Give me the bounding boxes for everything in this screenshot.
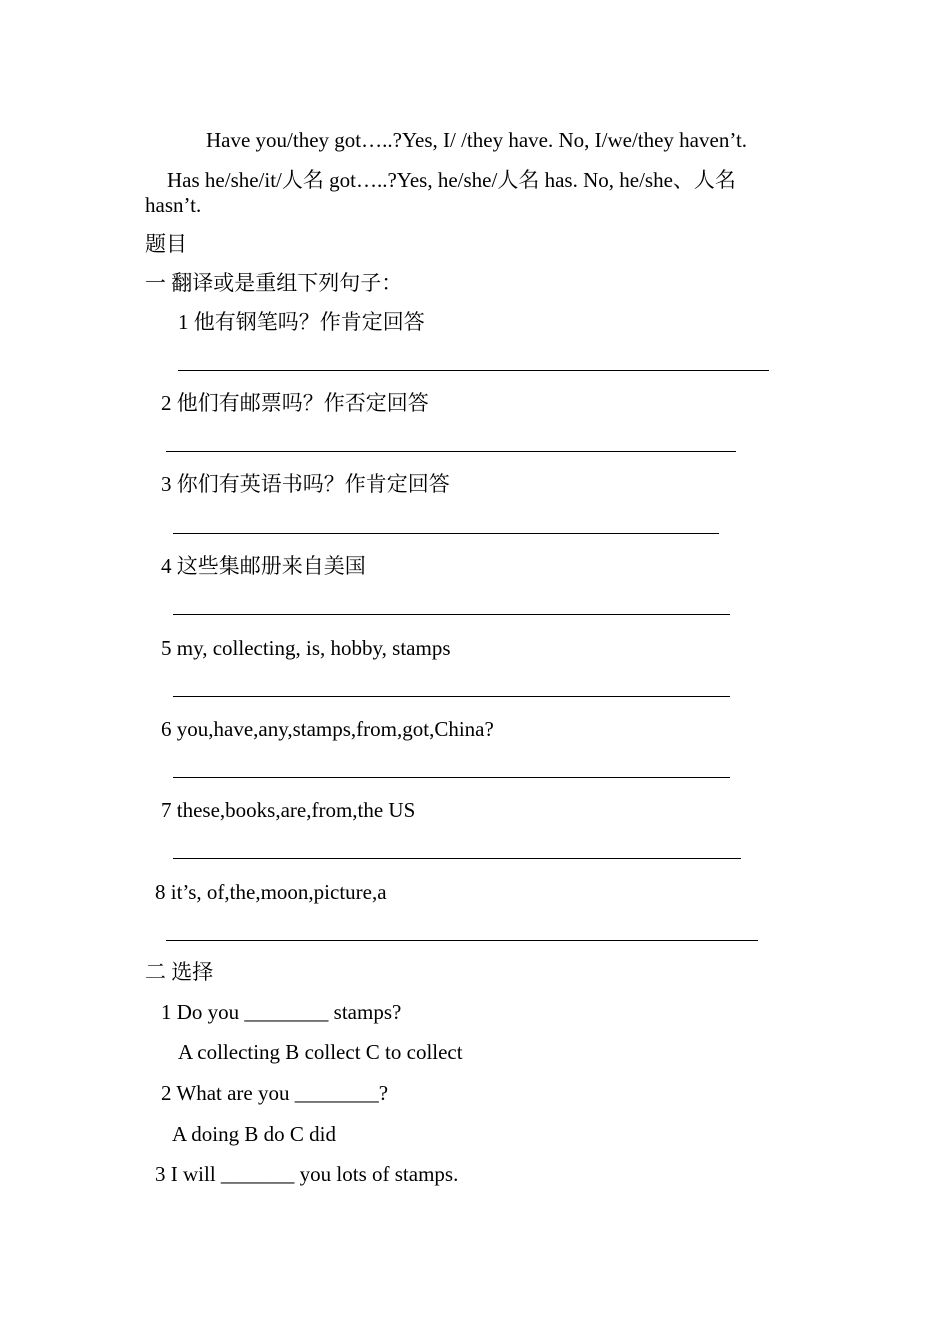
answer-blank-line	[173, 777, 730, 778]
answer-blank-line	[166, 451, 736, 452]
answer-blank-line	[173, 533, 719, 534]
heading-questions: 题目	[145, 232, 187, 256]
answer-blank-line	[173, 696, 730, 697]
question-item: 5 my, collecting, is, hobby, stamps	[161, 636, 451, 660]
question-item: 4 这些集邮册来自美国	[161, 554, 366, 578]
question-item: 2 他们有邮票吗？作否定回答	[161, 391, 429, 415]
answer-blank-line	[166, 940, 758, 941]
question-item: 6 you,have,any,stamps,from,got,China?	[161, 717, 494, 741]
answer-blank-line	[173, 614, 730, 615]
grammar-line-2: Has he/she/it/人名 got…..?Yes, he/she/人名 has. No, he/she、人名	[167, 168, 736, 192]
section-1-title: 一 翻译或是重组下列句子：	[145, 271, 403, 295]
grammar-line-1: Have you/they got…..?Yes, I/ /they have. No, I/we/they haven’t.	[206, 128, 748, 152]
choice-question: 3 I will _______ you lots of stamps.	[155, 1162, 459, 1186]
question-item: 7 these,books,are,from,the US	[161, 798, 416, 822]
choice-options: A collecting B collect C to collect	[178, 1040, 463, 1064]
question-item: 3 你们有英语书吗？作肯定回答	[161, 472, 450, 496]
choice-question: 1 Do you ________ stamps?	[161, 1000, 402, 1024]
answer-blank-line	[178, 370, 769, 371]
choice-question: 2 What are you ________?	[161, 1081, 389, 1105]
section-2-title: 二 选择	[145, 960, 214, 984]
grammar-line-2-continued: hasn’t.	[145, 193, 202, 217]
question-item: 1 他有钢笔吗？作肯定回答	[178, 310, 425, 334]
question-item: 8 it’s, of,the,moon,picture,a	[155, 880, 387, 904]
choice-options: A doing B do C did	[172, 1122, 336, 1146]
answer-blank-line	[173, 858, 741, 859]
